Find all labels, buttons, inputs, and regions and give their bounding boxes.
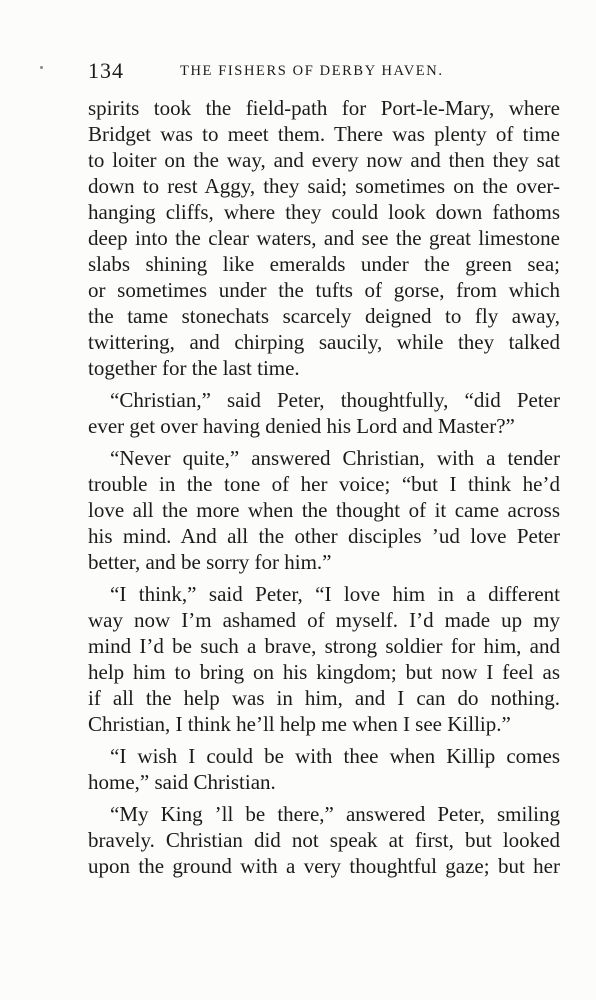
text-line: hanging cliffs, where they could look down fathoms: [88, 200, 560, 224]
text-line: better, and be sorry for him.”: [88, 550, 332, 574]
paragraph: [88, 95, 560, 381]
page-number: 134: [88, 58, 124, 83]
text-line: to loiter on the way, and every now and then they sat: [88, 148, 560, 172]
text-line: “I wish I could be with thee when Killip comes: [110, 744, 560, 768]
text-line: ever get over having denied his Lord and Master?”: [88, 414, 515, 438]
text-line: or sometimes under the tufts of gorse, from which: [88, 278, 560, 302]
text-line: love all the more when the thought of it came across: [88, 498, 560, 522]
text-line: slabs shining like emeralds under the green sea;: [88, 252, 560, 276]
text-line: help him to bring on his kingdom; but now I feel as: [88, 660, 560, 684]
paragraph: [88, 581, 560, 737]
body-text: [88, 95, 560, 879]
margin-speck: [40, 66, 43, 69]
text-line: Christian, I think he’ll help me when I see Killip.”: [88, 712, 511, 736]
text-line: trouble in the tone of her voice; “but I think he’d: [88, 472, 560, 496]
text-line: down to rest Aggy, they said; sometimes on the over-: [88, 174, 560, 198]
paragraph: [88, 743, 560, 795]
text-line: home,” said Christian.: [88, 770, 276, 794]
text-line: twittering, and chirping saucily, while they talked: [88, 330, 560, 354]
text-line: bravely. Christian did not speak at first, but looked: [88, 828, 560, 852]
paragraph: [88, 801, 560, 879]
text-line: spirits took the field-path for Port-le-Mary, where: [88, 96, 560, 120]
text-line: Bridget was to meet them. There was plenty of time: [88, 122, 560, 146]
paragraph: [88, 445, 560, 575]
text-line: deep into the clear waters, and see the great limestone: [88, 226, 560, 250]
text-line: “Christian,” said Peter, thoughtfully, “did Peter: [110, 388, 560, 412]
page-header: [88, 58, 560, 86]
text-line: “I think,” said Peter, “I love him in a different: [110, 582, 560, 606]
text-line: if all the help was in him, and I can do nothing.: [88, 686, 560, 710]
text-line: his mind. And all the other disciples ’ud love Peter: [88, 524, 560, 548]
text-line: “Never quite,” answered Christian, with a tender: [110, 446, 560, 470]
text-line: together for the last time.: [88, 356, 300, 380]
paragraph: [88, 387, 560, 439]
text-line: “My King ’ll be there,” answered Peter, smiling: [110, 802, 560, 826]
running-head: THE FISHERS OF DERBY HAVEN.: [180, 63, 444, 79]
text-line: mind I’d be such a brave, strong soldier for him, and: [88, 634, 560, 658]
text-line: way now I’m ashamed of myself. I’d made up my: [88, 608, 560, 632]
text-line: upon the ground with a very thoughtful gaze; but her: [88, 854, 560, 878]
text-line: the tame stonechats scarcely deigned to fly away,: [88, 304, 560, 328]
